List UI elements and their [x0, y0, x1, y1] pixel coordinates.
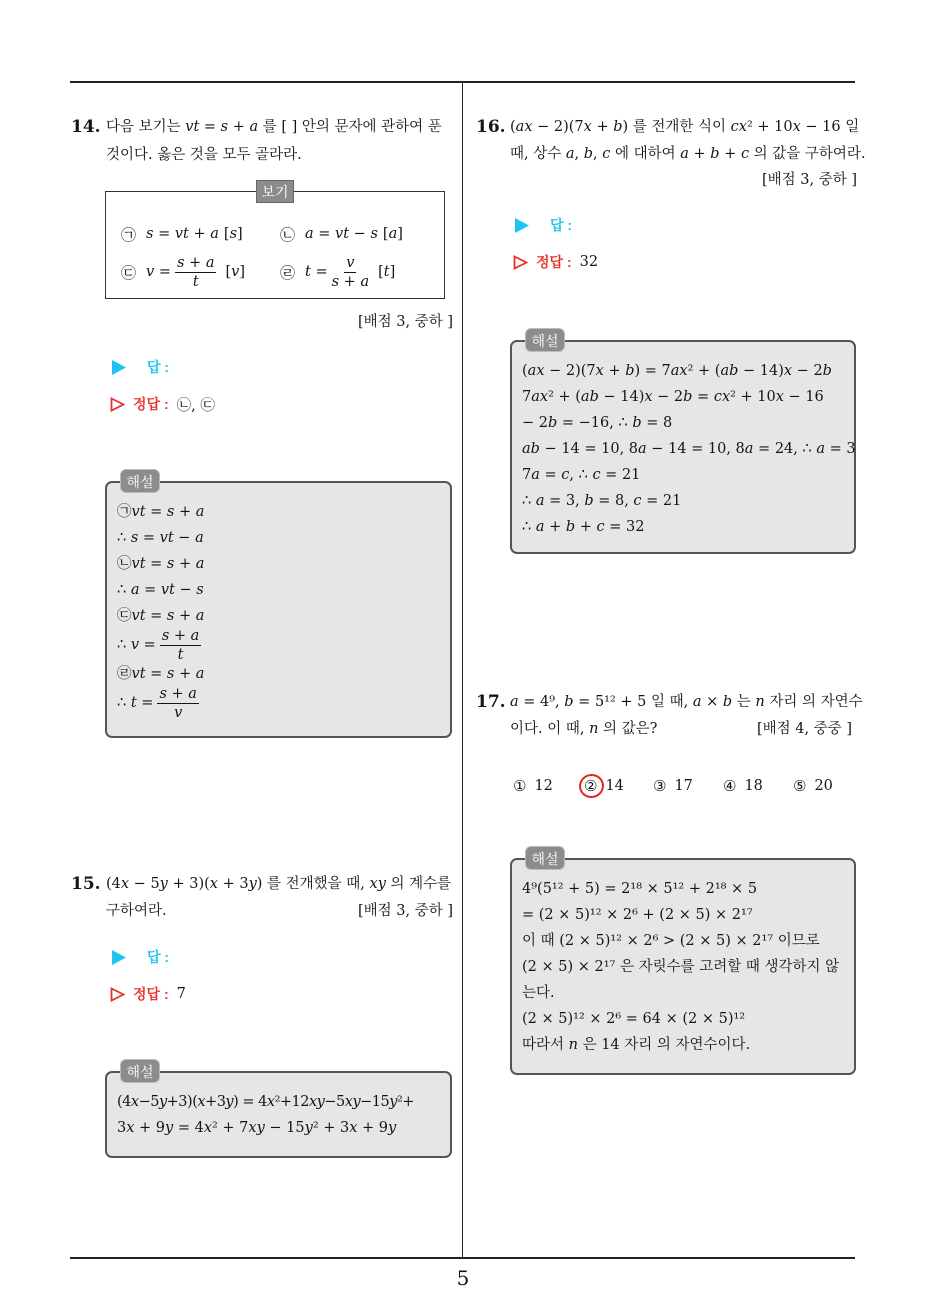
choice-option [653, 773, 693, 799]
correct-answer-label: 정답 : [133, 396, 169, 412]
page-number: 5 [456, 1266, 470, 1290]
math-variable: t [167, 530, 174, 546]
math-variable: a [210, 226, 219, 242]
math-variable: x [775, 389, 784, 405]
math-variable: b [632, 415, 642, 431]
math-variable: a [638, 441, 647, 457]
outline-triangle-icon [513, 255, 528, 270]
math-variable: a [744, 441, 754, 457]
math-variable: v [231, 264, 240, 280]
math-variable: a [130, 582, 140, 598]
math-variable: v [130, 637, 140, 653]
math-variable: y [159, 876, 168, 892]
choice-option [793, 773, 833, 799]
math-variable: x [792, 119, 801, 135]
problem-15-answer-row [112, 944, 169, 970]
bogi-item-mark: ㉢ [121, 263, 137, 282]
solution-line: ∴ a = 3, b = 8, c = 21 [522, 493, 682, 509]
solution-line: − 2b = −16, ∴ b = 8 [522, 415, 673, 431]
solution-line: = (2 × 5)¹² × 2⁶ + (2 × 5) × 2¹⁷ [522, 907, 753, 923]
solution-line: 는다. [522, 985, 555, 1001]
solution-line: ∴ s = vt − a [117, 530, 204, 546]
math-variable: a [195, 666, 205, 682]
solution-line: 3x + 9y = 4x² + 7xy − 15y² + 3x + 9y [117, 1120, 397, 1136]
choice-value: 17 [674, 778, 693, 794]
math-variable: y [389, 1094, 397, 1110]
fraction-numerator: s + a [159, 685, 197, 702]
math-variable: t [169, 582, 175, 598]
solution-label: 해설 [120, 469, 160, 493]
math-variable: x [536, 363, 545, 379]
bogi-item-equation: a = vt − s [305, 226, 378, 242]
math-variable: b [822, 363, 832, 379]
problem-14-correct-row [110, 391, 215, 417]
fraction-denominator [193, 273, 199, 290]
solution-fraction-line [117, 629, 440, 661]
bogi-item-equation-lhs: v = [146, 264, 171, 280]
math-variable: a [531, 389, 540, 405]
correct-answer-label: 정답 : [133, 986, 169, 1002]
math-variable: a [522, 441, 531, 457]
bogi-item [280, 252, 395, 292]
solution-label: 해설 [525, 846, 565, 870]
math-variable: b [625, 363, 635, 379]
math-variable: t [139, 608, 146, 624]
math-variable: a [580, 389, 590, 405]
math-variable: v [159, 530, 168, 546]
solution-line: (ax − 2)(7x + b) = 7ax² + (ab − 14)x − 2b [522, 363, 832, 379]
math-variable: a [720, 363, 730, 379]
math-variable: x [266, 1094, 275, 1110]
fraction [160, 628, 201, 663]
problem-14-solution-box [105, 481, 452, 738]
math-variable: b [530, 441, 540, 457]
math-variable: s [220, 119, 229, 135]
math-variable: x [644, 389, 653, 405]
math-variable: x [721, 389, 731, 405]
math-variable: s [166, 504, 175, 520]
solution-label: 해설 [120, 1059, 160, 1083]
fraction [157, 686, 198, 721]
math-variable: t [177, 646, 184, 663]
solution-line: ab − 14 = 10, 8a − 14 = 10, 8a = 24, ∴ a = 3 [522, 441, 856, 457]
math-variable: t [139, 666, 146, 682]
fraction-denominator [178, 646, 184, 663]
filled-triangle-icon [515, 218, 529, 233]
bogi-item-target-variable: [t] [378, 264, 396, 280]
solution-line: ㉠vt = s + a [117, 504, 205, 520]
math-variable: s [161, 627, 170, 644]
choice-number-mark: ⑤ [793, 777, 807, 795]
solution-line: 이 때 (2 × 5)¹² × 2⁶ > (2 × 5) × 2¹⁷ 이므로 [522, 933, 820, 949]
math-variable: y [256, 1120, 265, 1136]
math-variable: b [565, 519, 576, 535]
problem-16-answer-row [515, 212, 572, 238]
math-variable: v [346, 254, 355, 271]
solution-line: 따라서 n 은 14 자리 의 자연수이다. [522, 1037, 751, 1053]
choice-number-mark: ③ [653, 777, 667, 795]
math-variable: t [305, 264, 311, 280]
problem-15-statement-line: 구하여라. [106, 903, 167, 919]
problem-16-statement-line: (ax − 2)(7x + b) 를 전개한 식이 cx² + 10x − 16 일 [510, 119, 860, 135]
solution-line: ㉡vt = s + a [117, 556, 205, 572]
bogi-item-mark: ㉡ [280, 225, 296, 244]
problem-14-statement-line: 다음 보기는 vt = s + a 를 [ ] 안의 문자에 관하여 푼 [106, 119, 442, 135]
math-variable: t [192, 273, 199, 290]
math-variable: b [547, 415, 558, 431]
math-variable: c [730, 119, 739, 135]
math-variable: t [139, 556, 146, 572]
problem-15-score: [배점 3, 중하 ] [357, 903, 453, 919]
math-variable: v [160, 582, 170, 598]
math-variable: c [602, 146, 611, 162]
math-variable: t [193, 119, 200, 135]
solution-line: ∴ a + b + c = 32 [522, 519, 645, 535]
math-variable: a [195, 504, 205, 520]
problem-14-score: [배점 3, 중하 ] [357, 314, 453, 330]
problem-17-solution-box [510, 858, 856, 1075]
filled-triangle-icon [112, 360, 126, 375]
math-variable: a [249, 119, 259, 135]
solution-line: (2 × 5) × 2¹⁷ 은 자릿수를 고려할 때 생각하지 않 [522, 959, 840, 975]
math-variable: t [183, 226, 189, 242]
problem-17-statement-line: 이다. 이 때, n 의 값은? [510, 721, 658, 737]
problem-15-statement-line: (4x − 5y + 3)(x + 3y) 를 전개했을 때, xy 의 계수를 [106, 876, 452, 892]
fraction-numerator: s + a [161, 627, 200, 644]
math-variable: c [740, 146, 750, 162]
problem-14-number: 14. [71, 117, 101, 137]
problem-16-score: [배점 3, 중하 ] [761, 172, 857, 188]
red-answer-circle [576, 771, 606, 800]
math-variable: y [352, 1094, 361, 1110]
math-variable: v [335, 226, 344, 242]
fraction-numerator [344, 255, 356, 273]
math-variable: a [510, 694, 519, 710]
answer-label: 답 : [147, 949, 170, 965]
math-variable: s [146, 226, 154, 242]
math-variable: v [185, 119, 194, 135]
math-variable: s [159, 685, 167, 702]
math-variable: s [176, 254, 185, 271]
outline-triangle-icon [110, 397, 125, 412]
solution-fraction-lhs: ∴ v = [117, 637, 156, 653]
math-variable: c [713, 389, 722, 405]
math-variable: s [166, 608, 175, 624]
math-variable: a [195, 608, 205, 624]
math-variable: b [683, 389, 693, 405]
math-variable: a [816, 441, 825, 457]
bogi-item [121, 214, 243, 254]
math-variable: x [120, 876, 130, 892]
choice-option [513, 773, 553, 799]
bogi-item-equation: s = vt + a [146, 226, 219, 242]
math-variable: t [130, 695, 137, 711]
fraction [332, 255, 369, 290]
math-variable: a [535, 519, 545, 535]
problem-16-statement-line: 때, 상수 a, b, c 에 대하여 a + b + c 의 값을 구하여라. [510, 146, 866, 162]
math-variable: b [589, 389, 599, 405]
math-variable: a [531, 467, 540, 483]
math-variable: x [539, 389, 549, 405]
problem-16-number: 16. [476, 117, 506, 137]
fraction [175, 255, 216, 290]
math-variable: v [146, 264, 155, 280]
math-variable: a [527, 363, 537, 379]
math-variable: a [195, 530, 204, 546]
math-variable: a [305, 226, 314, 242]
bogi-item [280, 214, 403, 254]
math-variable: x [130, 1094, 139, 1110]
column-divider [462, 82, 463, 1258]
math-variable: a [388, 226, 398, 242]
math-variable: v [174, 704, 183, 721]
solution-line: (4x−5y+3)(x+3y) = 4x²+12xy−5xy−15y²+ [117, 1094, 414, 1110]
math-variable: b [584, 493, 594, 509]
math-variable: a [515, 119, 525, 135]
math-variable: a [535, 493, 545, 509]
problem-17-score: [배점 4, 중중 ] [756, 721, 852, 737]
bogi-item-equation-lhs: t = [305, 264, 328, 280]
math-variable: x [209, 876, 218, 892]
math-variable: x [126, 1120, 135, 1136]
math-variable: c [592, 467, 601, 483]
math-variable: y [316, 1094, 325, 1110]
math-variable: a [680, 146, 689, 162]
math-variable: s [166, 556, 175, 572]
math-variable: s [370, 226, 378, 242]
math-variable: x [524, 119, 533, 135]
math-variable: a [360, 273, 370, 290]
solution-line: ㉢vt = s + a [117, 608, 205, 624]
problem-16-solution-box [510, 340, 856, 554]
math-variable: t [383, 264, 390, 280]
math-variable: n [568, 1037, 578, 1053]
choice-number-mark: ① [513, 777, 527, 795]
solution-fraction-line [117, 687, 440, 719]
bogi-item-target-variable: [a] [382, 226, 403, 242]
math-variable: x [197, 1094, 206, 1110]
math-variable: b [710, 146, 720, 162]
correct-answer-value: ㉡, ㉢ [176, 397, 215, 414]
solution-line: ㉣vt = s + a [117, 666, 205, 682]
choice-value: 18 [744, 778, 763, 794]
problem-15-correct-row [110, 981, 186, 1007]
fraction-denominator: s + a [331, 273, 370, 290]
math-variable: s [130, 530, 139, 546]
math-variable: n [589, 721, 599, 737]
problem-17-number: 17. [476, 692, 506, 712]
solution-fraction-lhs: ∴ t = [117, 695, 154, 711]
math-variable: x [248, 1120, 257, 1136]
math-variable: x [679, 363, 688, 379]
bogi-item-mark: ㉠ [121, 225, 137, 244]
math-variable: x [344, 1094, 353, 1110]
math-variable: c [596, 519, 605, 535]
math-variable: x [595, 363, 604, 379]
solution-line: ∴ a = vt − s [117, 582, 204, 598]
math-variable: x [738, 119, 747, 135]
math-variable: a [205, 254, 215, 271]
math-variable: n [755, 694, 765, 710]
math-variable: b [583, 146, 594, 162]
math-variable: x [349, 1120, 358, 1136]
math-variable: v [131, 666, 140, 682]
choice-value: 20 [814, 778, 833, 794]
problem-16-correct-row [513, 249, 598, 275]
math-variable: b [564, 694, 574, 710]
math-variable: a [670, 363, 680, 379]
math-variable: x [203, 1120, 212, 1136]
bogi-item-mark: ㉣ [280, 263, 296, 282]
math-variable: x [369, 876, 378, 892]
math-variable: b [613, 119, 623, 135]
choice-number-mark: ④ [723, 777, 737, 795]
solution-line: 4⁹(5¹² + 5) = 2¹⁸ × 5¹² + 2¹⁸ × 5 [522, 881, 758, 897]
math-variable: c [633, 493, 642, 509]
correct-answer-value: 7 [176, 986, 186, 1002]
math-variable: v [131, 556, 140, 572]
math-variable: a [692, 694, 702, 710]
math-variable: s [331, 273, 340, 290]
correct-answer-label: 정답 : [536, 254, 572, 270]
math-variable: x [783, 363, 793, 379]
math-variable: y [158, 1094, 167, 1110]
answer-label: 답 : [550, 217, 573, 233]
bogi-item-target-variable: [s] [223, 226, 243, 242]
math-variable: a [195, 556, 205, 572]
math-variable: b [722, 694, 733, 710]
fraction-numerator: s + a [176, 254, 215, 271]
math-variable: y [225, 1094, 234, 1110]
choice-option [584, 773, 624, 799]
filled-triangle-icon [112, 950, 126, 965]
correct-answer-value: 32 [579, 254, 599, 270]
math-variable: c [561, 467, 570, 483]
bogi-item-target-variable: [v] [225, 264, 246, 280]
math-variable: x [583, 119, 592, 135]
problem-17-statement-line: a = 4⁹, b = 5¹² + 5 일 때, a × b 는 n 자리 의 자연수 [510, 694, 863, 710]
math-variable: a [190, 627, 200, 644]
solution-line: 7ax² + (ab − 14)x − 2b = cx² + 10x − 16 [522, 389, 824, 405]
problem-15-solution-box [105, 1071, 452, 1158]
answer-label: 답 : [147, 359, 170, 375]
choice-value: 14 [605, 778, 624, 794]
bogi-label: 보기 [256, 180, 294, 203]
math-variable: y [304, 1120, 313, 1136]
solution-line: 7a = c, ∴ c = 21 [522, 467, 641, 483]
problem-14-statement-line: 것이다. 옳은 것을 모두 골라라. [106, 147, 302, 163]
choice-option [723, 773, 763, 799]
math-variable: b [729, 363, 739, 379]
math-variable: y [377, 876, 386, 892]
outline-triangle-icon [110, 987, 125, 1002]
math-variable: s [229, 226, 238, 242]
choice-value: 12 [534, 778, 553, 794]
problem-14-answer-row [112, 354, 169, 380]
math-variable: a [565, 146, 575, 162]
math-variable: s [166, 666, 175, 682]
math-variable: a [188, 685, 197, 702]
solution-line: (2 × 5)¹² × 2⁶ = 64 × (2 × 5)¹² [522, 1011, 746, 1027]
math-variable: s [196, 582, 204, 598]
math-variable: v [131, 608, 140, 624]
math-variable: x [308, 1094, 317, 1110]
math-variable: v [131, 504, 140, 520]
math-variable: t [139, 504, 146, 520]
fraction-denominator [174, 704, 182, 721]
bogi-item [121, 252, 245, 292]
problem-15-number: 15. [71, 874, 101, 894]
math-variable: y [248, 876, 257, 892]
choice-number-mark: ② [584, 777, 597, 795]
math-variable: v [174, 226, 184, 242]
math-variable: y [388, 1120, 397, 1136]
math-variable: t [343, 226, 350, 242]
solution-label: 해설 [525, 328, 565, 352]
math-variable: y [165, 1120, 174, 1136]
